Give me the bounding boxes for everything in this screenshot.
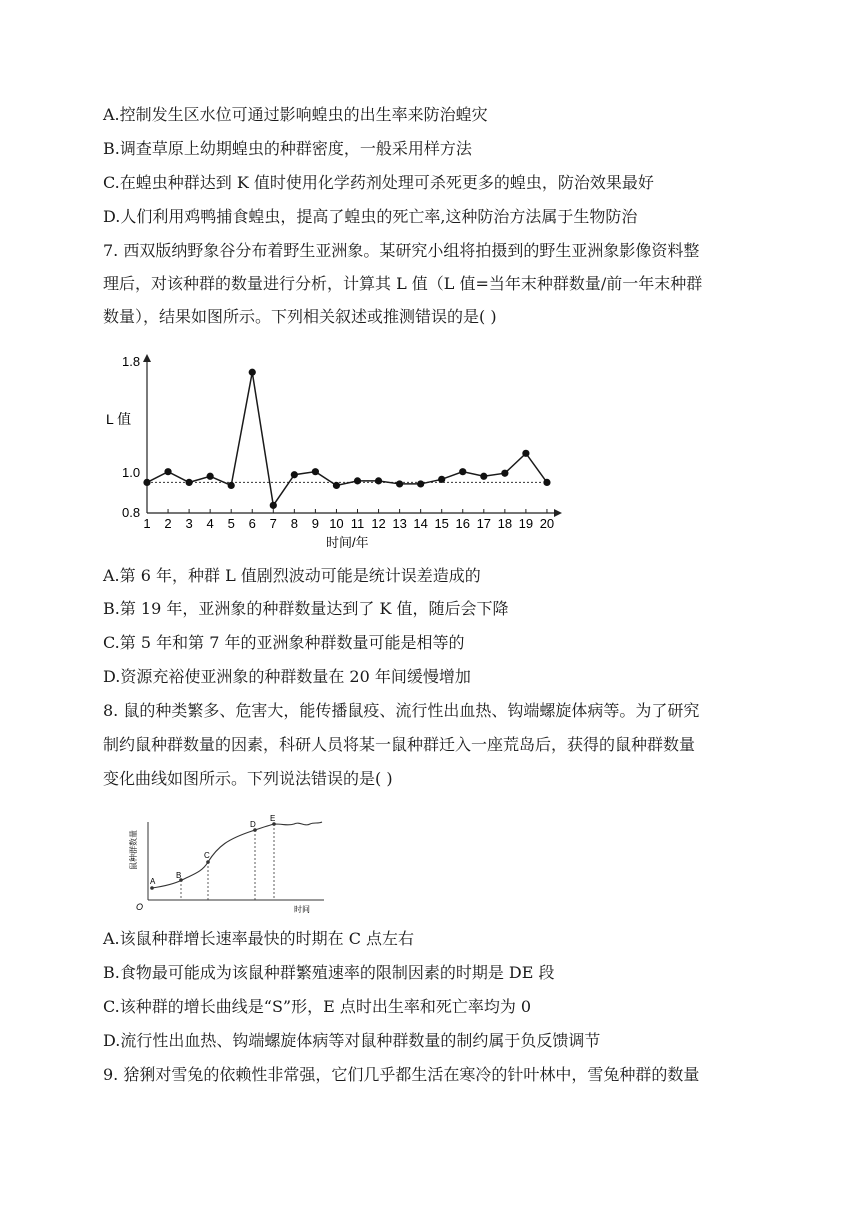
y-tick-label-1-8: 1.8 bbox=[122, 354, 141, 369]
q6-option-a: A.控制发生区水位可通过影响蝗虫的出生率来防治蝗灾 bbox=[103, 105, 488, 124]
x-tick-label: 12 bbox=[371, 516, 386, 531]
q7-stem-line1: 7. 西双版纳野象谷分布着野生亚洲象。某研究小组将拍摄到的野生亚洲象影像资料整 bbox=[103, 241, 700, 260]
data-point-year-10 bbox=[333, 482, 340, 489]
data-point-year-13 bbox=[396, 480, 403, 487]
x-tick-label: 5 bbox=[227, 516, 235, 531]
q8-stem-line3: 变化曲线如图所示。下列说法错误的是( ) bbox=[103, 769, 393, 788]
point-c-label: C bbox=[204, 851, 210, 860]
q8-option-d: D.流行性出血热、钩端螺旋体病等对鼠种群数量的制约属于负反馈调节 bbox=[103, 1031, 601, 1050]
q7-stem-line3: 数量），结果如图所示。下列相关叙述或推测错误的是( ) bbox=[103, 307, 497, 326]
q9-stem-line1: 9. 猞猁对雪兔的依赖性非常强，它们几乎都生活在寒冷的针叶林中，雪兔种群的数量 bbox=[103, 1065, 700, 1084]
x-axis-arrow bbox=[554, 509, 562, 517]
point-e-label: E bbox=[270, 814, 276, 823]
y-axis-label: 鼠种群数量 bbox=[129, 830, 138, 870]
x-tick-label: 19 bbox=[518, 516, 534, 531]
data-point-year-6 bbox=[249, 369, 256, 376]
data-point-year-16 bbox=[459, 468, 466, 475]
origin-label: O bbox=[136, 902, 144, 912]
y-axis-label: L 值 bbox=[106, 411, 132, 427]
x-tick-label: 1 bbox=[143, 516, 151, 531]
q6-option-b: B.调查草原上幼期蝗虫的种群密度，一般采用样方法 bbox=[103, 139, 472, 158]
point-d-label: D bbox=[250, 820, 256, 829]
data-point-year-2 bbox=[164, 468, 171, 475]
data-point-year-20 bbox=[543, 479, 550, 486]
x-tick-label: 11 bbox=[350, 516, 365, 531]
x-axis-label: 时间/年 bbox=[326, 535, 369, 550]
point-c-marker bbox=[206, 860, 210, 864]
q7-option-d: D.资源充裕使亚洲象的种群数量在 20 年间缓慢增加 bbox=[103, 667, 471, 686]
data-point-year-17 bbox=[480, 473, 487, 480]
x-tick-label: 20 bbox=[539, 516, 555, 531]
y-axis-arrow bbox=[143, 354, 151, 362]
q7-option-b: B.第 19 年，亚洲象的种群数量达到了 K 值，随后会下降 bbox=[103, 599, 509, 618]
x-tick-label: 17 bbox=[476, 516, 492, 531]
data-point-year-4 bbox=[207, 473, 214, 480]
data-point-year-5 bbox=[228, 482, 235, 489]
data-point-year-14 bbox=[417, 480, 424, 487]
q7-option-a: A.第 6 年，种群 L 值剧烈波动可能是统计误差造成的 bbox=[103, 566, 481, 585]
x-tick-label: 18 bbox=[497, 516, 513, 531]
l-value-chart bbox=[100, 348, 580, 558]
y-tick-label-0-8: 0.8 bbox=[122, 505, 141, 520]
x-tick-label: 2 bbox=[164, 516, 172, 531]
data-point-year-12 bbox=[375, 477, 382, 484]
data-point-year-8 bbox=[291, 471, 298, 478]
x-tick-label: 15 bbox=[434, 516, 449, 531]
data-point-year-19 bbox=[522, 450, 529, 457]
data-point-year-18 bbox=[501, 470, 508, 477]
point-a-marker bbox=[150, 886, 154, 890]
x-tick-label: 3 bbox=[185, 516, 193, 531]
point-b-label: B bbox=[176, 871, 182, 880]
point-a-label: A bbox=[150, 877, 156, 886]
q8-option-b: B.食物最可能成为该鼠种群繁殖速率的限制因素的时期是 DE 段 bbox=[103, 963, 555, 982]
x-tick-label: 7 bbox=[269, 516, 277, 531]
data-point-year-3 bbox=[186, 479, 193, 486]
q6-option-d: D.人们利用鸡鸭捕食蝗虫，提高了蝗虫的死亡率,这种防治方法属于生物防治 bbox=[103, 207, 638, 226]
data-point-year-9 bbox=[312, 468, 319, 475]
q6-option-c: C.在蝗虫种群达到 K 值时使用化学药剂处理可杀死更多的蝗虫，防治效果最好 bbox=[103, 173, 654, 192]
q8-option-c: C.该种群的增长曲线是“S”形，E 点时出生率和死亡率均为 0 bbox=[103, 997, 532, 1016]
x-tick-label: 4 bbox=[206, 516, 214, 531]
x-tick-label: 9 bbox=[311, 516, 320, 531]
x-axis-label: 时间 bbox=[294, 905, 310, 914]
data-point-year-1 bbox=[143, 479, 150, 486]
q8-option-a: A.该鼠种群增长速率最快的时期在 C 点左右 bbox=[103, 929, 415, 948]
x-tick-label: 16 bbox=[455, 516, 470, 531]
x-tick-label: 13 bbox=[392, 516, 407, 531]
data-point-year-15 bbox=[438, 476, 445, 483]
rat-population-chart bbox=[128, 812, 333, 922]
q8-stem-line2: 制约鼠种群数量的因素，科研人员将某一鼠种群迁入一座荒岛后，获得的鼠种群数量 bbox=[103, 735, 696, 754]
q8-stem-line1: 8. 鼠的种类繁多、危害大，能传播鼠疫、流行性出血热、钩端螺旋体病等。为了研究 bbox=[103, 701, 700, 720]
data-point-year-7 bbox=[270, 502, 277, 509]
q7-option-c: C.第 5 年和第 7 年的亚洲象种群数量可能是相等的 bbox=[103, 633, 465, 652]
x-tick-label: 10 bbox=[329, 516, 344, 531]
y-tick-label-1-0: 1.0 bbox=[122, 465, 141, 480]
x-tick-label: 14 bbox=[413, 516, 428, 531]
x-tick-label: 6 bbox=[248, 516, 256, 531]
q7-stem-line2: 理后，对该种群的数量进行分析，计算其 L 值（L 值=当年末种群数量/前一年末种群 bbox=[103, 274, 703, 293]
data-point-year-11 bbox=[354, 477, 361, 484]
x-tick-label: 8 bbox=[290, 516, 298, 531]
l-value-series-line bbox=[147, 372, 547, 505]
